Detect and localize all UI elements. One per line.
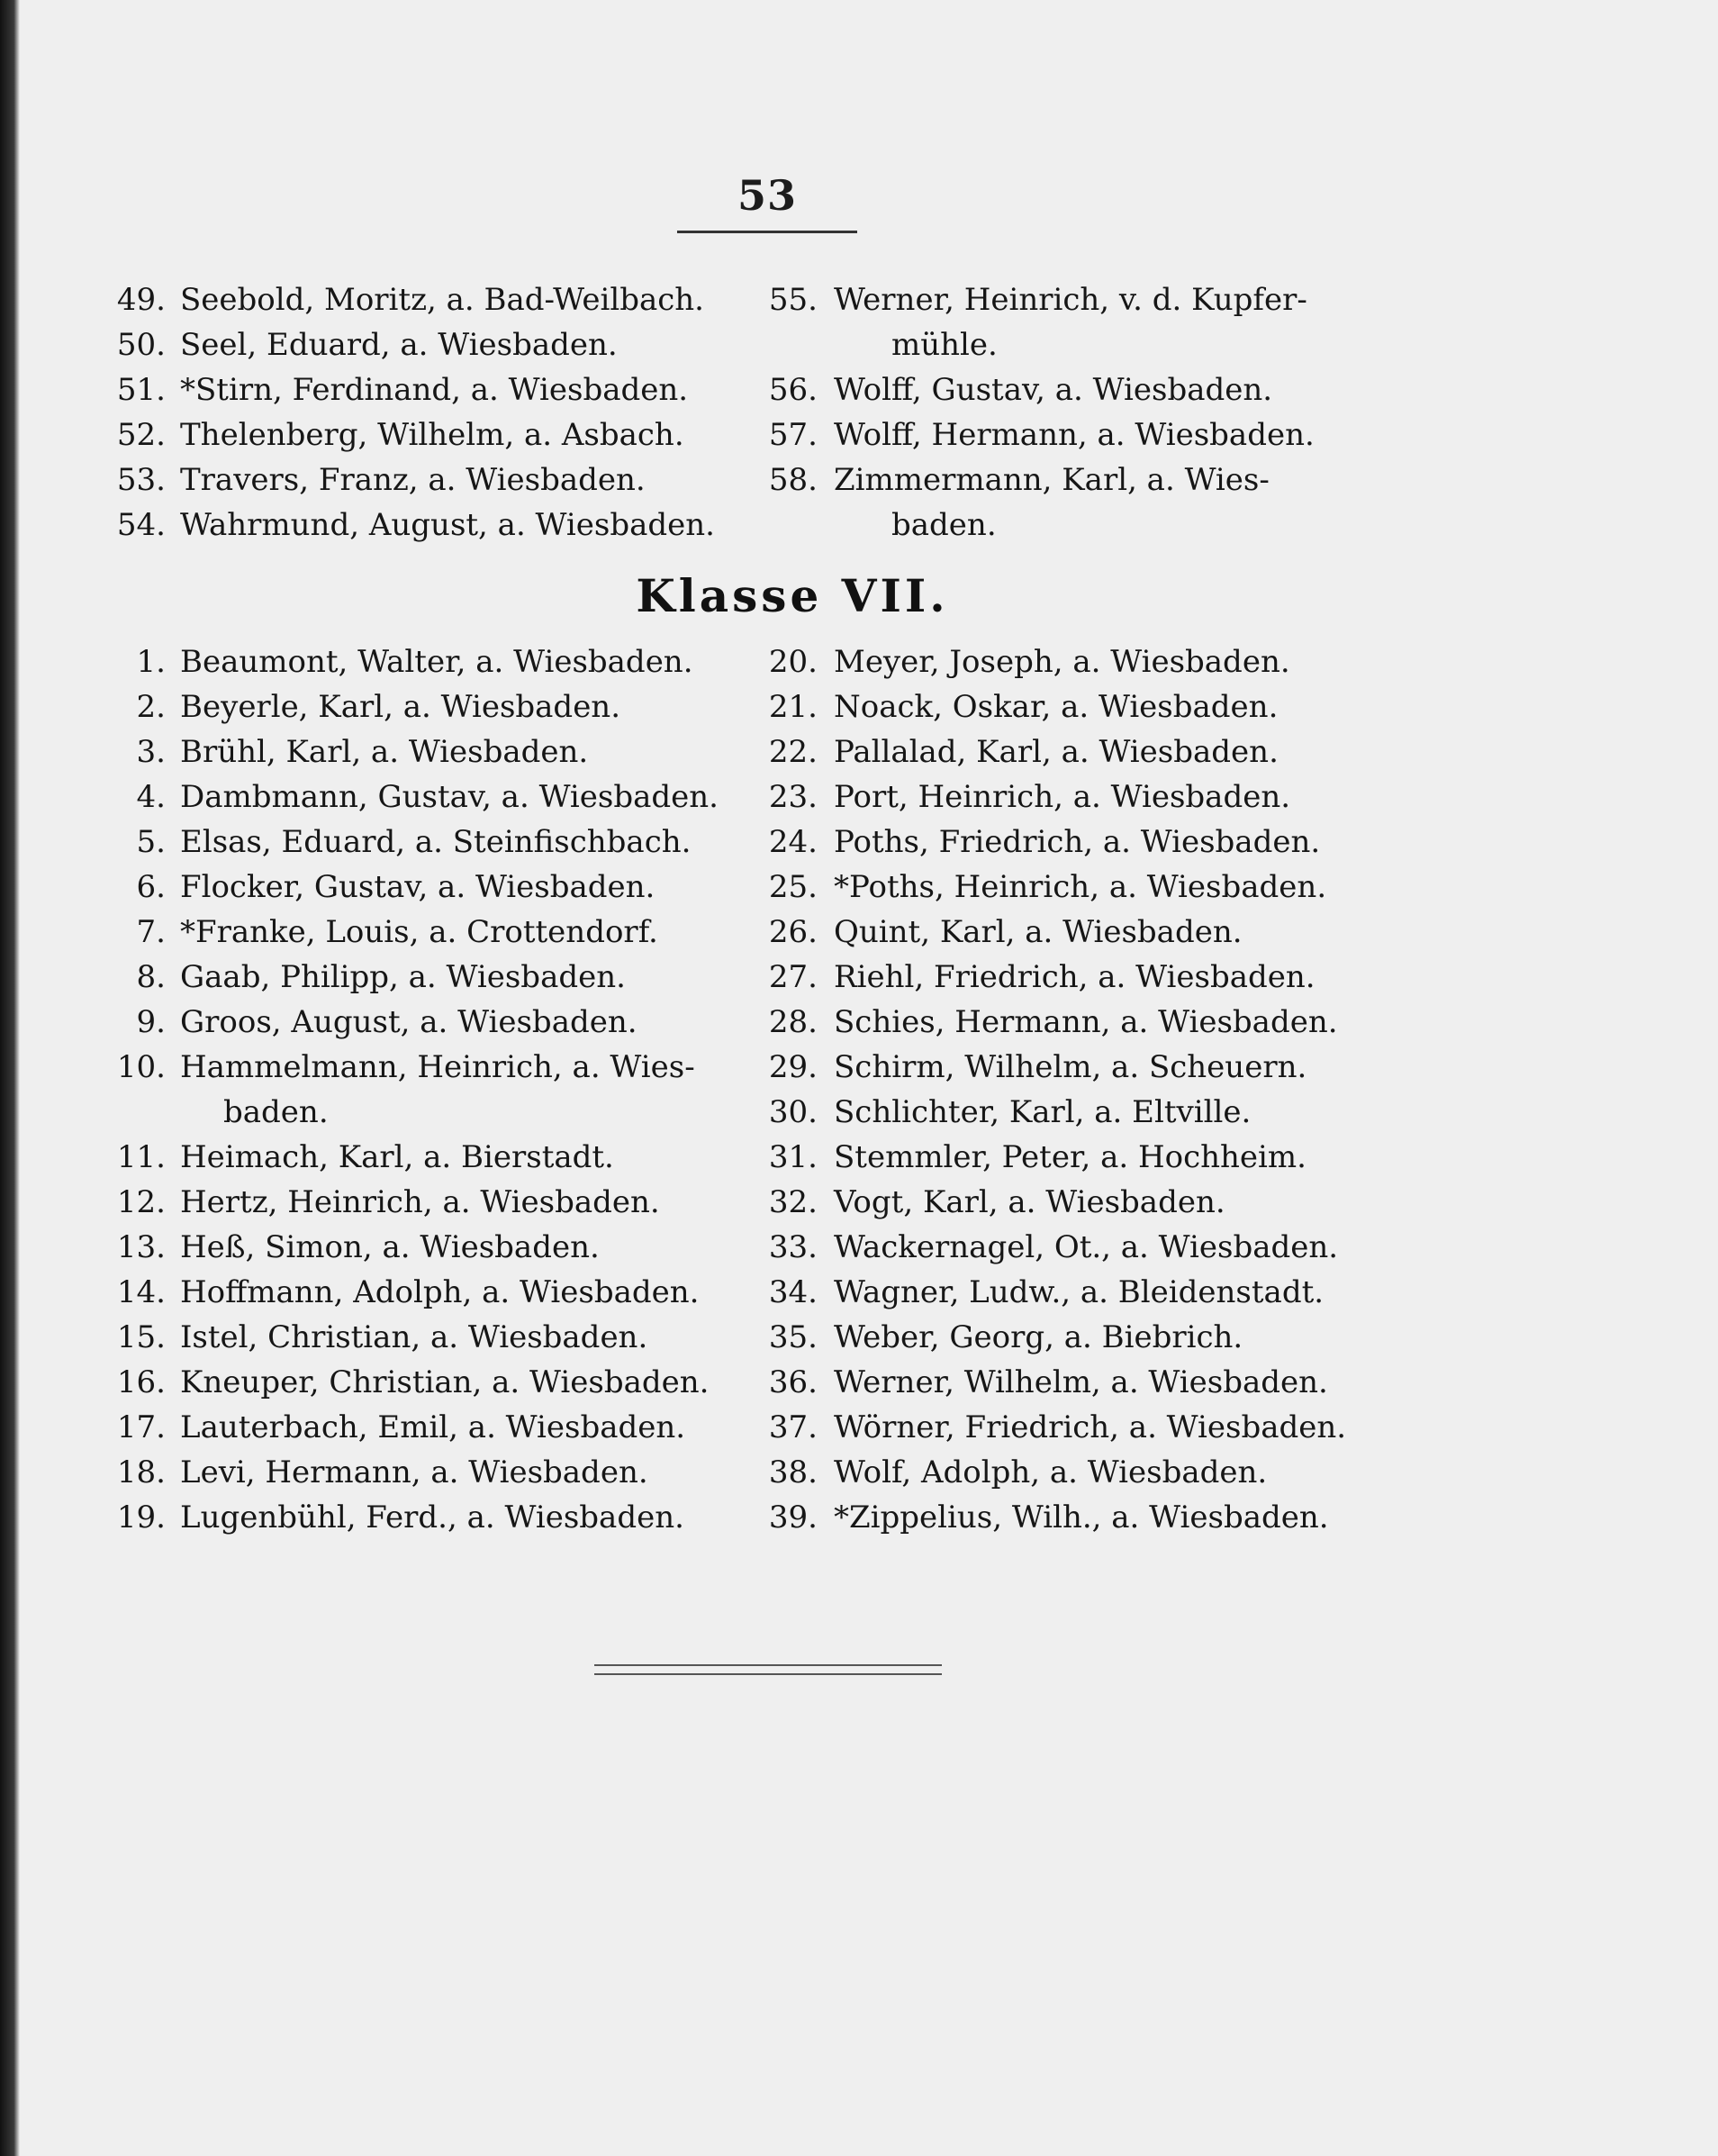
list-entry [702, 1495, 1387, 1540]
entry-text: Hertz, Heinrich, a. Wiesbaden. [180, 1184, 660, 1220]
list-entry [702, 412, 1387, 457]
entry-number: 55. [768, 282, 818, 318]
entry-number: 32. [768, 1184, 818, 1220]
entry-text: Seebold, Moritz, a. Bad-Weilbach. [180, 282, 704, 318]
list-entry [702, 1270, 1387, 1315]
entry-text: Schies, Hermann, a. Wiesbaden. [834, 1004, 1338, 1040]
list-entry [90, 865, 774, 910]
entry-number: 12. [116, 1184, 166, 1220]
list-entry [90, 639, 774, 684]
entry-text: Beaumont, Walter, a. Wiesbaden. [180, 644, 693, 680]
entry-number: 51. [116, 372, 166, 408]
entry-number: 23. [768, 779, 818, 815]
entry-text: Hammelmann, Heinrich, a. Wies- [180, 1049, 695, 1085]
list-entry [702, 367, 1387, 412]
entry-text: Levi, Hermann, a. Wiesbaden. [180, 1454, 648, 1490]
entry-text: Pallalad, Karl, a. Wiesbaden. [834, 734, 1279, 770]
list-entry [90, 322, 774, 367]
entry-number: 37. [768, 1409, 818, 1445]
entry-text: Elsas, Eduard, a. Steinfischbach. [180, 824, 692, 860]
entry-text: Travers, Franz, a. Wiesbaden. [180, 462, 646, 498]
entry-number: 5. [136, 824, 166, 860]
entry-number: 21. [768, 689, 818, 725]
entry-text: Port, Heinrich, a. Wiesbaden. [834, 779, 1291, 815]
entry-number: 7. [136, 914, 166, 950]
list-entry [90, 503, 774, 548]
list-entry [90, 1405, 774, 1450]
list-entry [90, 1045, 774, 1090]
list-entry [702, 775, 1387, 820]
entry-continuation: baden. [891, 507, 997, 543]
entry-number: 38. [768, 1454, 818, 1490]
entry-number: 27. [768, 959, 818, 995]
list-entry [702, 1405, 1387, 1450]
main-list-right-column [702, 639, 1387, 1540]
entry-text: Vogt, Karl, a. Wiesbaden. [834, 1184, 1225, 1220]
entry-number: 52. [116, 417, 166, 453]
entry-text: Wahrmund, August, a. Wiesbaden. [180, 507, 715, 543]
list-entry [702, 1000, 1387, 1045]
entry-number: 13. [116, 1229, 166, 1265]
list-entry [90, 1315, 774, 1360]
entry-text: Schirm, Wilhelm, a. Scheuern. [834, 1049, 1307, 1085]
entry-number: 29. [768, 1049, 818, 1085]
list-entry [90, 1135, 774, 1180]
list-entry [90, 729, 774, 775]
entry-text: Istel, Christian, a. Wiesbaden. [180, 1319, 648, 1355]
entry-text: Zimmermann, Karl, a. Wies- [834, 462, 1270, 498]
entry-number: 11. [116, 1139, 166, 1175]
list-entry [90, 820, 774, 865]
class-heading: Klasse VII. [636, 569, 949, 622]
list-entry [702, 865, 1387, 910]
list-entry [90, 1495, 774, 1540]
entry-text: Poths, Friedrich, a. Wiesbaden. [834, 824, 1321, 860]
list-entry [90, 412, 774, 457]
page-number-rule [677, 231, 857, 233]
entry-text: Werner, Heinrich, v. d. Kupfer- [834, 282, 1307, 318]
list-entry [90, 775, 774, 820]
entry-text: Wolf, Adolph, a. Wiesbaden. [834, 1454, 1268, 1490]
entry-number: 57. [768, 417, 818, 453]
top-list-right-column [702, 277, 1387, 548]
list-entry [702, 639, 1387, 684]
list-entry [702, 1315, 1387, 1360]
entry-number: 34. [768, 1274, 818, 1310]
entry-text: *Poths, Heinrich, a. Wiesbaden. [834, 869, 1327, 905]
entry-number: 54. [116, 507, 166, 543]
entry-text: Werner, Wilhelm, a. Wiesbaden. [834, 1364, 1328, 1400]
entry-number: 26. [768, 914, 818, 950]
entry-number: 15. [116, 1319, 166, 1355]
entry-text: Stemmler, Peter, a. Hochheim. [834, 1139, 1307, 1175]
entry-number: 22. [768, 734, 818, 770]
entry-text: Wolff, Hermann, a. Wiesbaden. [834, 417, 1315, 453]
list-entry [90, 1180, 774, 1225]
entry-number: 2. [136, 689, 166, 725]
entry-number: 3. [136, 734, 166, 770]
entry-number: 1. [136, 644, 166, 680]
list-entry [702, 955, 1387, 1000]
list-entry [90, 367, 774, 412]
entry-text: *Zippelius, Wilh., a. Wiesbaden. [834, 1499, 1329, 1535]
book-spine-shadow [0, 0, 20, 2156]
list-entry [90, 1000, 774, 1045]
entry-number: 4. [136, 779, 166, 815]
list-entry [90, 1450, 774, 1495]
entry-text: Gaab, Philipp, a. Wiesbaden. [180, 959, 626, 995]
list-entry [90, 1360, 774, 1405]
list-entry [702, 729, 1387, 775]
page-number: 53 [737, 171, 797, 220]
entry-number: 17. [116, 1409, 166, 1445]
entry-text: Meyer, Joseph, a. Wiesbaden. [834, 644, 1290, 680]
list-entry [702, 1360, 1387, 1405]
entry-text: Quint, Karl, a. Wiesbaden. [834, 914, 1243, 950]
entry-continuation: mühle. [891, 327, 998, 363]
list-entry [702, 1135, 1387, 1180]
entry-number: 14. [116, 1274, 166, 1310]
entry-text: Beyerle, Karl, a. Wiesbaden. [180, 689, 621, 725]
entry-text: Heimach, Karl, a. Bierstadt. [180, 1139, 614, 1175]
entry-text: Lauterbach, Emil, a. Wiesbaden. [180, 1409, 686, 1445]
entry-number: 24. [768, 824, 818, 860]
list-entry [702, 820, 1387, 865]
entry-number: 39. [768, 1499, 818, 1535]
entry-number: 50. [116, 327, 166, 363]
entry-text: Hoffmann, Adolph, a. Wiesbaden. [180, 1274, 700, 1310]
entry-text: Riehl, Friedrich, a. Wiesbaden. [834, 959, 1316, 995]
list-entry [90, 457, 774, 503]
entry-number: 31. [768, 1139, 818, 1175]
entry-text: Groos, August, a. Wiesbaden. [180, 1004, 637, 1040]
entry-text: Dambmann, Gustav, a. Wiesbaden. [180, 779, 719, 815]
closing-double-rule [594, 1664, 942, 1675]
list-entry [702, 1225, 1387, 1270]
entry-text: Seel, Eduard, a. Wiesbaden. [180, 327, 618, 363]
entry-text: Brühl, Karl, a. Wiesbaden. [180, 734, 589, 770]
list-entry [702, 684, 1387, 729]
entry-number: 10. [116, 1049, 166, 1085]
entry-number: 33. [768, 1229, 818, 1265]
entry-number: 28. [768, 1004, 818, 1040]
list-entry [90, 955, 774, 1000]
list-entry [702, 457, 1387, 503]
entry-number: 58. [768, 462, 818, 498]
top-list-left-column [90, 277, 774, 548]
entry-number: 56. [768, 372, 818, 408]
entry-text: *Franke, Louis, a. Crottendorf. [180, 914, 658, 950]
list-entry [702, 910, 1387, 955]
list-entry [702, 1450, 1387, 1495]
entry-number: 8. [136, 959, 166, 995]
entry-text: Wackernagel, Ot., a. Wiesbaden. [834, 1229, 1339, 1265]
entry-number: 49. [116, 282, 166, 318]
list-entry [90, 910, 774, 955]
entry-number: 53. [116, 462, 166, 498]
entry-number: 18. [116, 1454, 166, 1490]
entry-text: Lugenbühl, Ferd., a. Wiesbaden. [180, 1499, 684, 1535]
entry-text: Kneuper, Christian, a. Wiesbaden. [180, 1364, 710, 1400]
entry-text: Weber, Georg, a. Biebrich. [834, 1319, 1243, 1355]
entry-text: Wolff, Gustav, a. Wiesbaden. [834, 372, 1273, 408]
list-entry [702, 1045, 1387, 1090]
main-list-left-column [90, 639, 774, 1540]
entry-text: Wagner, Ludw., a. Bleidenstadt. [834, 1274, 1325, 1310]
list-entry [90, 277, 774, 322]
entry-text: Flocker, Gustav, a. Wiesbaden. [180, 869, 656, 905]
entry-text: Schlichter, Karl, a. Eltville. [834, 1094, 1252, 1130]
entry-text: *Stirn, Ferdinand, a. Wiesbaden. [180, 372, 689, 408]
entry-number: 36. [768, 1364, 818, 1400]
list-entry [702, 277, 1387, 322]
list-entry [90, 1225, 774, 1270]
entry-number: 9. [136, 1004, 166, 1040]
entry-number: 19. [116, 1499, 166, 1535]
entry-number: 35. [768, 1319, 818, 1355]
entry-continuation: baden. [223, 1094, 329, 1130]
list-entry [90, 1270, 774, 1315]
entry-text: Wörner, Friedrich, a. Wiesbaden. [834, 1409, 1347, 1445]
list-entry [702, 1090, 1387, 1135]
entry-text: Noack, Oskar, a. Wiesbaden. [834, 689, 1279, 725]
entry-number: 6. [136, 869, 166, 905]
list-entry [90, 684, 774, 729]
entry-number: 16. [116, 1364, 166, 1400]
entry-number: 25. [768, 869, 818, 905]
entry-number: 30. [768, 1094, 818, 1130]
list-entry [702, 1180, 1387, 1225]
entry-text: Thelenberg, Wilhelm, a. Asbach. [180, 417, 684, 453]
entry-number: 20. [768, 644, 818, 680]
entry-text: Heß, Simon, a. Wiesbaden. [180, 1229, 600, 1265]
